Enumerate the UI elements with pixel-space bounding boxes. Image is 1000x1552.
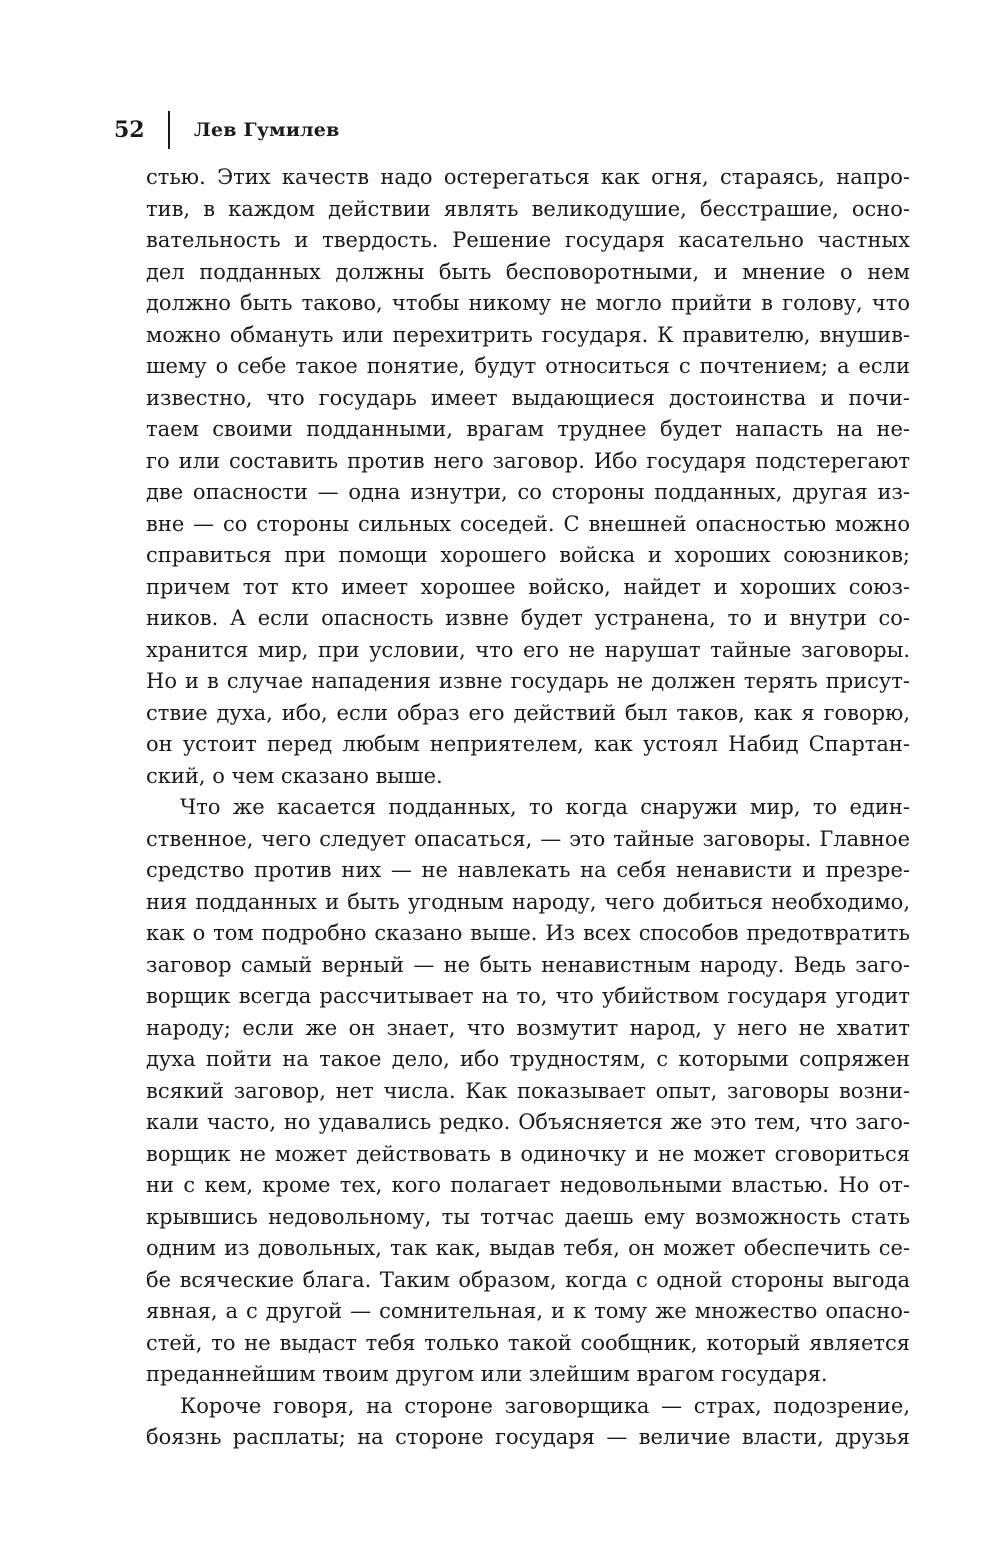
text-line: вне — со стороны сильных соседей. С внешней опасностью можно: [146, 511, 910, 536]
text-line: бе всяческие блага. Таким образом, когда с одной стороны выгода: [146, 1267, 910, 1292]
text-line: две опасности — одна изнутри, со стороны подданных, другая из-: [146, 480, 910, 504]
text-line: хранится мир, при условии, что его не нарушат тайные заговоры.: [146, 637, 910, 662]
text-line: преданнейшим твоим другом или злейшим врагом государя.: [146, 1362, 828, 1386]
text-line: крывшись недовольному, ты тотчас даешь ему возможность стать: [146, 1204, 910, 1229]
text-line: явная, а с другой — сомнительная, и к тому же множество опасно-: [146, 1299, 910, 1323]
text-line: справиться при помощи хорошего войска и хороших союзников;: [146, 543, 910, 567]
text-line: тив, в каждом действии являть великодушие, бесстрашие, осно-: [146, 196, 910, 221]
text-line: заговор самый верный — не быть ненавистным народу. Ведь заго-: [146, 952, 910, 977]
text-line: Что же касается подданных, то когда снаружи мир, то един-: [180, 795, 910, 819]
text-line: народу; если же он знает, что возмутит народ, у него не хватит: [146, 1015, 910, 1040]
text-line: он устоит перед любым неприятелем, как устоял Набид Спартан-: [146, 732, 910, 756]
text-line: ворщик всегда рассчитывает на то, что убийством государя угодит: [146, 984, 910, 1008]
text-line: как о том подробно сказано выше. Из всех способов предотвратить: [146, 921, 910, 945]
text-line: можно обмануть или перехитрить государя. К правителю, внушив-: [146, 322, 910, 347]
text-line: ский, о чем сказано выше.: [146, 763, 443, 788]
text-line: шему о себе такое понятие, будут относиться с почтением; а если: [146, 354, 910, 378]
text-line: средство против них — не навлекать на себя ненависти и презре-: [146, 858, 910, 882]
text-line: стью. Этих качеств надо остерегаться как огня, стараясь, напро-: [146, 165, 910, 189]
text-line: причем тот кто имеет хорошее войско, найдет и хороших союз-: [146, 574, 910, 599]
text-line: боязнь расплаты; на стороне государя — величие власти, друзья: [146, 1425, 910, 1449]
text-line: стей, то не выдаст тебя только такой сообщник, который является: [146, 1330, 910, 1355]
text-line: вательность и твердость. Решение государя касательно частных: [146, 228, 910, 252]
text-line: ствие духа, ибо, если образ его действий был таков, как я говорю,: [146, 700, 910, 725]
text-line: ственное, чего следует опасаться, — это тайные заговоры. Главное: [146, 826, 910, 851]
text-line: ворщик не может действовать в одиночку и не может сговориться: [146, 1141, 910, 1166]
body-text: [146, 162, 910, 1454]
text-line: всякий заговор, нет числа. Как показывает опыт, заговоры возни-: [146, 1078, 910, 1103]
text-line: ни с кем, кроме тех, кого полагает недовольными властью. Но от-: [146, 1173, 910, 1197]
text-line: таем своими подданными, врагам труднее будет напасть на не-: [146, 417, 910, 441]
text-line: Короче говоря, на стороне заговорщика — страх, подозрение,: [180, 1393, 910, 1418]
text-line: ников. А если опасность извне будет устранена, то и внутри со-: [146, 606, 910, 630]
header-divider: [168, 111, 170, 149]
text-line: го или составить против него заговор. Ибо государя подстерегают: [146, 448, 910, 473]
text-line: дел подданных должны быть бесповоротными, и мнение о нем: [146, 259, 910, 284]
text-line: ния подданных и быть угодным народу, чего добиться необходимо,: [146, 889, 910, 914]
page-number: 52: [114, 117, 145, 143]
text-line: одним из довольных, так как, выдав тебя, он может обеспечить се-: [146, 1236, 910, 1260]
text-line: духа пойти на такое дело, ибо трудностям, с которыми сопряжен: [146, 1047, 910, 1071]
author-name: Лев Гумилев: [194, 119, 340, 141]
text-line: Но и в случае нападения извне государь не должен терять присут-: [146, 669, 910, 693]
text-line: должно быть таково, чтобы никому не могло прийти в голову, что: [146, 291, 910, 315]
running-head: [114, 110, 339, 150]
text-line: известно, что государь имеет выдающиеся достоинства и почи-: [146, 385, 910, 410]
text-line: кали часто, но удавались редко. Объясняется же это тем, что заго-: [146, 1110, 910, 1134]
